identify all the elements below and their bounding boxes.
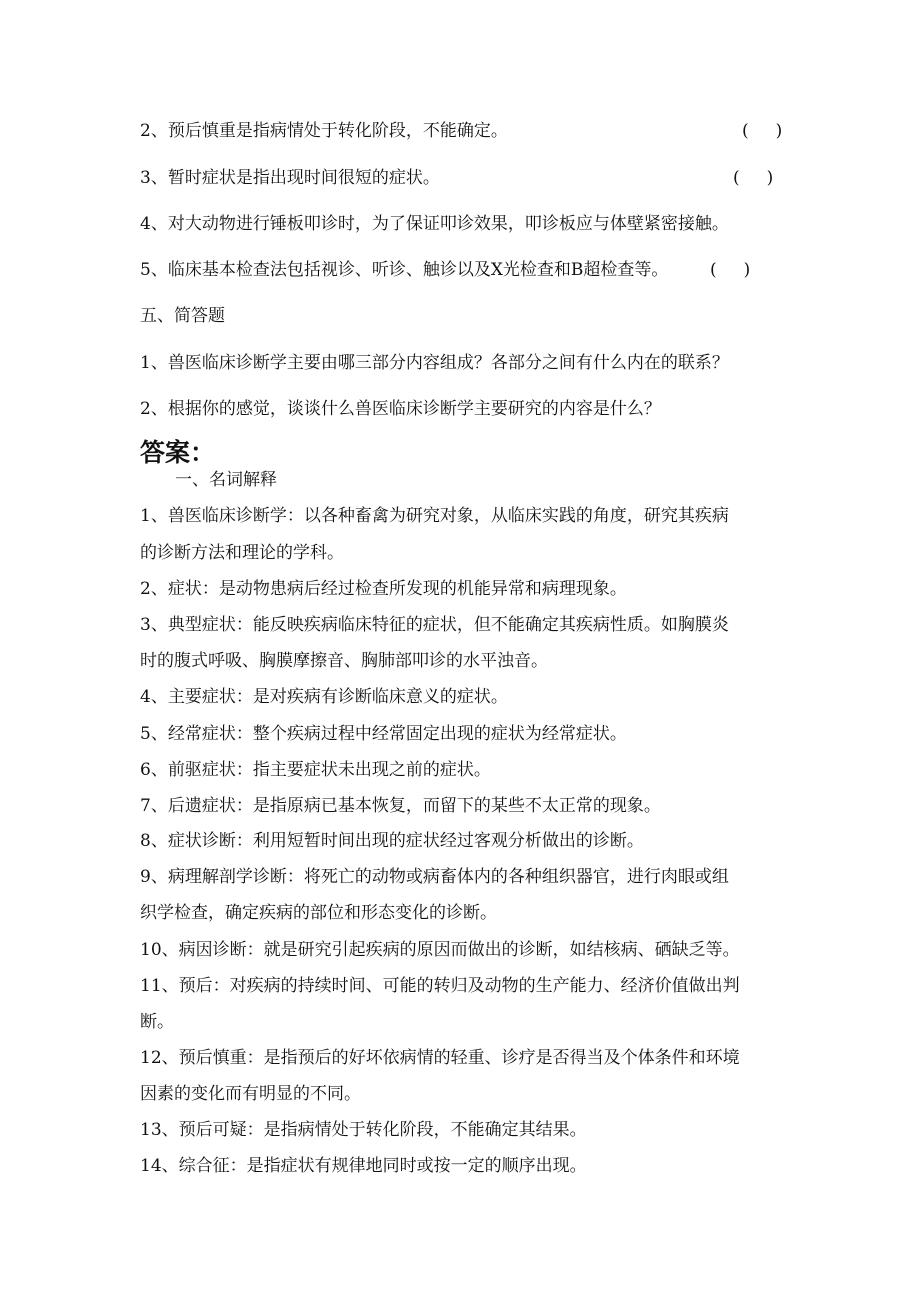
answer-line: 10、病因诊断：就是研究引起疾病的原因而做出的诊断，如结核病、硒缺乏等。 — [140, 940, 740, 960]
answer-line: 3、典型症状：能反映疾病临床特征的症状，但不能确定其疾病性质。如胸膜炎 — [140, 615, 729, 635]
answer-line: 4、主要症状：是对疾病有诊断临床意义的症状。 — [140, 687, 508, 707]
answer-line: 7、后遗症状：是指原病已基本恢复，而留下的某些不太正常的现象。 — [140, 796, 661, 816]
answer-line: 的诊断方法和理论的学科。 — [140, 543, 344, 563]
answer-line: 断。 — [140, 1012, 174, 1032]
section-title-short-answer: 五、简答题 — [140, 306, 225, 326]
answer-bracket: ( ) — [742, 121, 783, 141]
judgement-item: 4、对大动物进行锤板叩诊时，为了保证叩诊效果，叩诊板应与体壁紧密接触。 — [140, 214, 729, 234]
short-answer-question: 1、兽医临床诊断学主要由哪三部分内容组成？各部分之间有什么内在的联系？ — [140, 353, 729, 373]
judgement-item: 2、预后慎重是指病情处于转化阶段，不能确定。 — [140, 121, 508, 141]
answer-line: 13、预后可疑：是指病情处于转化阶段，不能确定其结果。 — [140, 1120, 587, 1140]
short-answer-question: 2、根据你的感觉，谈谈什么兽医临床诊断学主要研究的内容是什么？ — [140, 399, 661, 419]
answer-line: 2、症状：是动物患病后经过检查所发现的机能异常和病理现象。 — [140, 579, 627, 599]
answer-line: 9、病理解剖学诊断：将死亡的动物或病畜体内的各种组织器官，进行肉眼或组 — [140, 867, 729, 887]
section-title-glossary: 一、名词解释 — [175, 470, 277, 490]
answer-line: 因素的变化而有明显的不同。 — [140, 1084, 361, 1104]
answer-line: 14、综合征：是指症状有规律地同时或按一定的顺序出现。 — [140, 1156, 587, 1176]
answer-line: 12、预后慎重：是指预后的好坏依病情的轻重、诊疗是否得当及个体条件和环境 — [140, 1048, 740, 1068]
answer-bracket: ( ) — [733, 168, 774, 188]
answer-bracket: ( ) — [710, 260, 751, 280]
answer-line: 8、症状诊断：利用短暂时间出现的症状经过客观分析做出的诊断。 — [140, 831, 644, 851]
judgement-item: 5、临床基本检查法包括视诊、听诊、触诊以及X光检查和B超检查等。 — [140, 260, 669, 280]
answers-heading: 答案： — [140, 438, 216, 467]
answer-line: 6、前驱症状：指主要症状未出现之前的症状。 — [140, 760, 491, 780]
judgement-item: 3、暂时症状是指出现时间很短的症状。 — [140, 168, 440, 188]
answer-line: 1、兽医临床诊断学：以各种畜禽为研究对象，从临床实践的角度，研究其疾病 — [140, 506, 729, 526]
answer-line: 5、经常症状：整个疾病过程中经常固定出现的症状为经常症状。 — [140, 724, 627, 744]
answer-line: 11、预后：对疾病的持续时间、可能的转归及动物的生产能力、经济价值做出判 — [140, 976, 740, 996]
answer-line: 织学检查，确定疾病的部位和形态变化的诊断。 — [140, 903, 497, 923]
answer-line: 时的腹式呼吸、胸膜摩擦音、胸肺部叩诊的水平浊音。 — [140, 651, 548, 671]
